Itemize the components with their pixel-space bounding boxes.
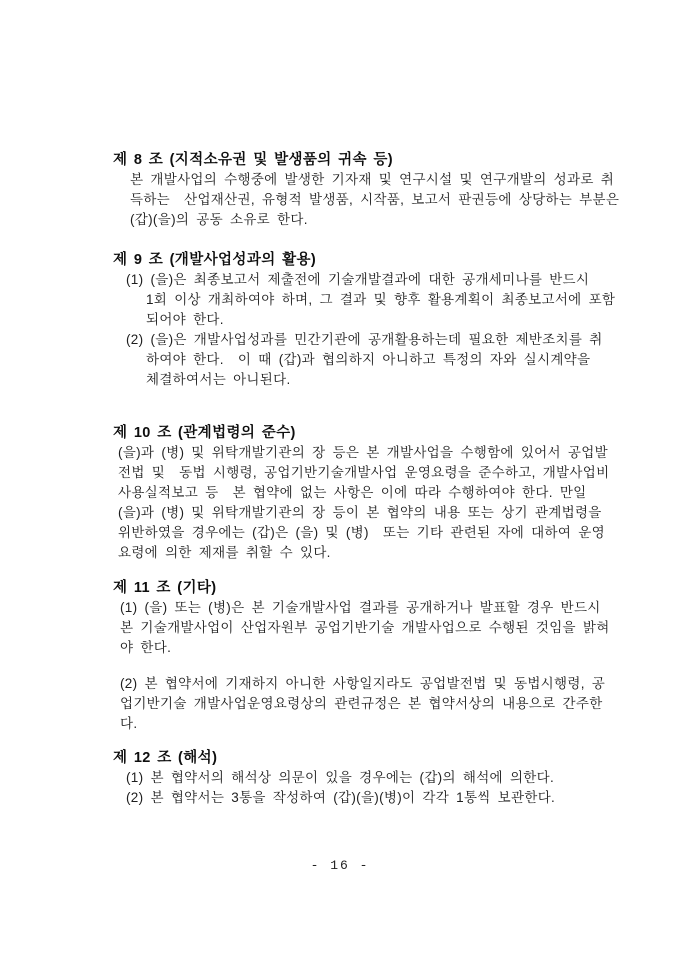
paragraph-line: 업기반기술 개발사업운영요령상의 관련규정은 본 협약서상의 내용으로 간주한	[120, 696, 603, 711]
page-number: - 16 -	[310, 858, 370, 873]
article-heading: 제 12 조 (해석)	[113, 750, 218, 766]
paragraph-line: (을)과 (병) 및 위탁개발기관의 장 등은 본 개발사업을 수행함에 있어서 공업발	[118, 445, 608, 460]
paragraph-line: (2) (을)은 개발사업성과를 민간기관에 공개활용하는데 필요한 제반조치를 취	[126, 332, 603, 347]
paragraph-line: 전법 및 동법 시행령, 공업기반기술개발사업 운영요령을 준수하고, 개발사업비	[118, 465, 610, 480]
article-10	[0, 423, 680, 563]
article-heading: 제 8 조 (지적소유권 및 발생품의 귀속 등)	[113, 152, 394, 168]
paragraph-line: 체결하여서는 아니된다.	[146, 372, 291, 387]
paragraph-line: (을)과 (병) 및 위탁개발기관의 장 등이 본 협약의 내용 또는 상기 관계법령을	[118, 505, 602, 520]
paragraph-line: 다.	[120, 716, 138, 731]
paragraph-line: 본 개발사업의 수행중에 발생한 기자재 및 연구시설 및 연구개발의 성과로 취	[130, 172, 615, 187]
paragraph-line: 본 기술개발사업이 산업자원부 공업기반기술 개발사업으로 수행된 것임을 밝혀	[120, 620, 610, 635]
paragraph-line: 요령에 의한 제재를 취할 수 있다.	[118, 545, 331, 560]
paragraph-line: (1) (을) 또는 (병)은 본 기술개발사업 결과를 공개하거나 발표할 경우 반드시	[120, 600, 601, 615]
paragraph-line: 되어야 한다.	[146, 312, 224, 327]
paragraph-line: 1회 이상 개최하여야 하며, 그 결과 및 향후 활용계획이 최종보고서에 포함	[146, 292, 616, 307]
paragraph-line: (갑)(을)의 공동 소유로 한다.	[130, 212, 308, 227]
article-9	[0, 250, 680, 390]
article-11	[0, 578, 680, 734]
paragraph-line: (2) 본 협약서는 3통을 작성하여 (갑)(을)(병)이 각각 1통씩 보관한다.	[126, 790, 556, 805]
paragraph-line: (1) (을)은 최종보고서 제출전에 기술개발결과에 대한 공개세미나를 반드시	[126, 272, 590, 287]
paragraph-line: (2) 본 협약서에 기재하지 아니한 사항일지라도 공업발전법 및 동법시행령, 공	[120, 676, 606, 691]
paragraph-gap	[0, 658, 680, 674]
paragraph-line: 위반하였을 경우에는 (갑)은 (을) 및 (병) 또는 기타 관련된 자에 대하여 운영	[118, 525, 605, 540]
paragraph-line: 사용실적보고 등 본 협약에 없는 사항은 이에 따라 수행하여야 한다. 만일	[118, 485, 587, 500]
paragraph-line: (1) 본 협약서의 해석상 의문이 있을 경우에는 (갑)의 해석에 의한다.	[126, 770, 555, 785]
article-heading: 제 11 조 (기타)	[113, 580, 217, 596]
article-heading: 제 10 조 (관계법령의 준수)	[113, 425, 296, 441]
article-12	[0, 748, 680, 808]
paragraph-line: 야 한다.	[120, 640, 172, 655]
paragraph-line: 하여야 한다. 이 때 (갑)과 협의하지 아니하고 특정의 자와 실시계약을	[146, 352, 591, 367]
article-8	[0, 150, 680, 230]
article-heading: 제 9 조 (개발사업성과의 활용)	[113, 252, 317, 268]
paragraph-line: 득하는 산업재산권, 유형적 발생품, 시작품, 보고서 판권등에 상당하는 부분은	[130, 192, 620, 207]
